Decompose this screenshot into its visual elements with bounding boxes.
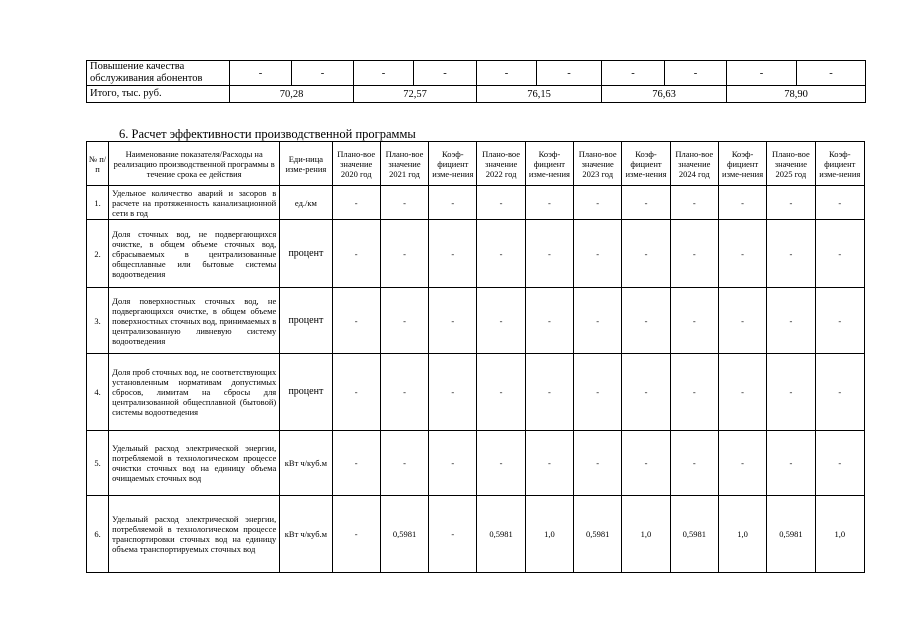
row-number: 3. (87, 288, 109, 354)
header-row (87, 142, 865, 186)
indicator-name: Доля сточных вод, не подвергающихся очистке, в общем объеме сточных вод, сбрасываемых в централизованные общесплавные или бытовые системы водоотведения (109, 220, 280, 288)
value-cell: - (380, 354, 428, 431)
row-number: 4. (87, 354, 109, 431)
value-cell: - (574, 288, 622, 354)
value-cell: - (429, 496, 477, 573)
column-header: Плано-вое значение 2023 год (574, 142, 622, 186)
unit-cell: кВт ч/куб.м (280, 496, 332, 573)
efficiency-table (86, 141, 865, 573)
value-cell: - (718, 431, 766, 496)
table-cell: - (230, 61, 292, 86)
table-cell: - (797, 61, 866, 86)
table-row (87, 220, 865, 288)
indicator-name: Удельный расход электрической энергии, потребляемой в технологическом процессе очистки сточных вод на единицу объема очищаемых сточных вод (109, 431, 280, 496)
value-cell: - (477, 186, 525, 220)
column-header: Плано-вое значение 2020 год (332, 142, 380, 186)
value-cell: - (670, 431, 718, 496)
value-cell: 0,5981 (477, 496, 525, 573)
value-cell: - (380, 288, 428, 354)
table-cell: - (477, 61, 537, 86)
row-number: 2. (87, 220, 109, 288)
value-cell: - (670, 220, 718, 288)
value-cell: - (525, 354, 573, 431)
column-header: Еди-ница изме-рения (280, 142, 332, 186)
value-cell: - (574, 354, 622, 431)
value-cell: - (574, 220, 622, 288)
table-cell: - (537, 61, 602, 86)
value-cell: - (525, 220, 573, 288)
unit-cell: процент (280, 288, 332, 354)
table-cell: - (292, 61, 354, 86)
value-cell: - (332, 288, 380, 354)
section-title: 6. Расчет эффективности производственной программы (119, 127, 416, 141)
value-cell: - (332, 496, 380, 573)
value-cell: - (525, 186, 573, 220)
value-cell: - (622, 431, 670, 496)
column-header: № п/п (87, 142, 109, 186)
value-cell: - (718, 220, 766, 288)
indicator-name: Доля проб сточных вод, не соответствующих установленным нормативам допустимых сбросов, лимитам на сбросы для централизованной общесплавной (бытовой) системы водоотведения (109, 354, 280, 431)
value-cell: 1,0 (718, 496, 766, 573)
column-header: Коэф-фициент изме-нения (622, 142, 670, 186)
value-cell: - (670, 186, 718, 220)
table-cell: - (354, 61, 414, 86)
value-cell: - (815, 431, 864, 496)
value-cell: - (815, 186, 864, 220)
table-row (87, 496, 865, 573)
table-row (87, 354, 865, 431)
indicator-name: Удельное количество аварий и засоров в расчете на протяженность канализационной сети в год (109, 186, 280, 220)
value-cell: - (477, 288, 525, 354)
row-label: Итого, тыс. руб. (87, 86, 230, 103)
value-cell: 0,5981 (767, 496, 815, 573)
table-cell: - (602, 61, 665, 86)
value-cell: - (815, 220, 864, 288)
column-header: Наименование показателя/Расходы на реализацию производственной программы в течение срока ее действия (109, 142, 280, 186)
column-header: Коэф-фициент изме-нения (525, 142, 573, 186)
top-table-row-total (87, 86, 866, 103)
value-cell: - (429, 220, 477, 288)
unit-cell: ед./км (280, 186, 332, 220)
value-cell: - (815, 354, 864, 431)
row-number: 5. (87, 431, 109, 496)
value-cell: - (332, 431, 380, 496)
table-cell: - (727, 61, 797, 86)
indicator-name: Удельный расход электрической энергии, потребляемой в технологическом процессе транспортировки сточных вод на единицу объема транспортируемых сточных вод (109, 496, 280, 573)
value-cell: - (718, 288, 766, 354)
value-cell: - (477, 431, 525, 496)
table-cell: - (414, 61, 477, 86)
value-cell: - (622, 288, 670, 354)
column-header: Плано-вое значение 2022 год (477, 142, 525, 186)
value-cell: - (574, 186, 622, 220)
value-cell: 0,5981 (670, 496, 718, 573)
total-value: 70,28 (230, 86, 354, 103)
value-cell: - (380, 220, 428, 288)
indicator-name: Доля поверхностных сточных вод, не подвергающихся очистке, в общем объеме поверхностных сточных вод, принимаемых в централизованную ливневую систему водоотведения (109, 288, 280, 354)
column-header: Коэф-фициент изме-нения (815, 142, 864, 186)
unit-cell: кВт ч/куб.м (280, 431, 332, 496)
value-cell: - (429, 186, 477, 220)
value-cell: - (477, 354, 525, 431)
value-cell: - (622, 220, 670, 288)
unit-cell: процент (280, 354, 332, 431)
value-cell: - (429, 431, 477, 496)
top-table-row-quality (87, 61, 866, 86)
value-cell: - (574, 431, 622, 496)
value-cell: - (767, 431, 815, 496)
row-number: 6. (87, 496, 109, 573)
value-cell: - (380, 431, 428, 496)
column-header: Плано-вое значение 2025 год (767, 142, 815, 186)
row-number: 1. (87, 186, 109, 220)
value-cell: - (718, 186, 766, 220)
value-cell: - (380, 186, 428, 220)
column-header: Плано-вое значение 2024 год (670, 142, 718, 186)
table-cell: - (665, 61, 727, 86)
table-row (87, 431, 865, 496)
value-cell: 0,5981 (380, 496, 428, 573)
column-header: Коэф-фициент изме-нения (718, 142, 766, 186)
table-row (87, 288, 865, 354)
value-cell: 0,5981 (574, 496, 622, 573)
value-cell: - (767, 288, 815, 354)
value-cell: - (332, 220, 380, 288)
total-value: 76,63 (602, 86, 727, 103)
table-row (87, 186, 865, 220)
total-value: 72,57 (354, 86, 477, 103)
value-cell: - (525, 431, 573, 496)
value-cell: - (670, 288, 718, 354)
column-header: Коэф-фициент изме-нения (429, 142, 477, 186)
value-cell: - (477, 220, 525, 288)
value-cell: - (332, 186, 380, 220)
value-cell: - (429, 354, 477, 431)
value-cell: - (525, 288, 573, 354)
value-cell: - (718, 354, 766, 431)
value-cell: 1,0 (622, 496, 670, 573)
row-label: Повышение качества обслуживания абонентов (87, 61, 230, 86)
value-cell: - (622, 354, 670, 431)
top-table (86, 60, 866, 103)
column-header: Плано-вое значение 2021 год (380, 142, 428, 186)
value-cell: - (622, 186, 670, 220)
value-cell: - (767, 220, 815, 288)
value-cell: - (767, 354, 815, 431)
value-cell: - (670, 354, 718, 431)
value-cell: - (815, 288, 864, 354)
total-value: 76,15 (477, 86, 602, 103)
unit-cell: процент (280, 220, 332, 288)
value-cell: - (332, 354, 380, 431)
value-cell: - (429, 288, 477, 354)
value-cell: 1,0 (525, 496, 573, 573)
value-cell: - (767, 186, 815, 220)
total-value: 78,90 (727, 86, 866, 103)
value-cell: 1,0 (815, 496, 864, 573)
